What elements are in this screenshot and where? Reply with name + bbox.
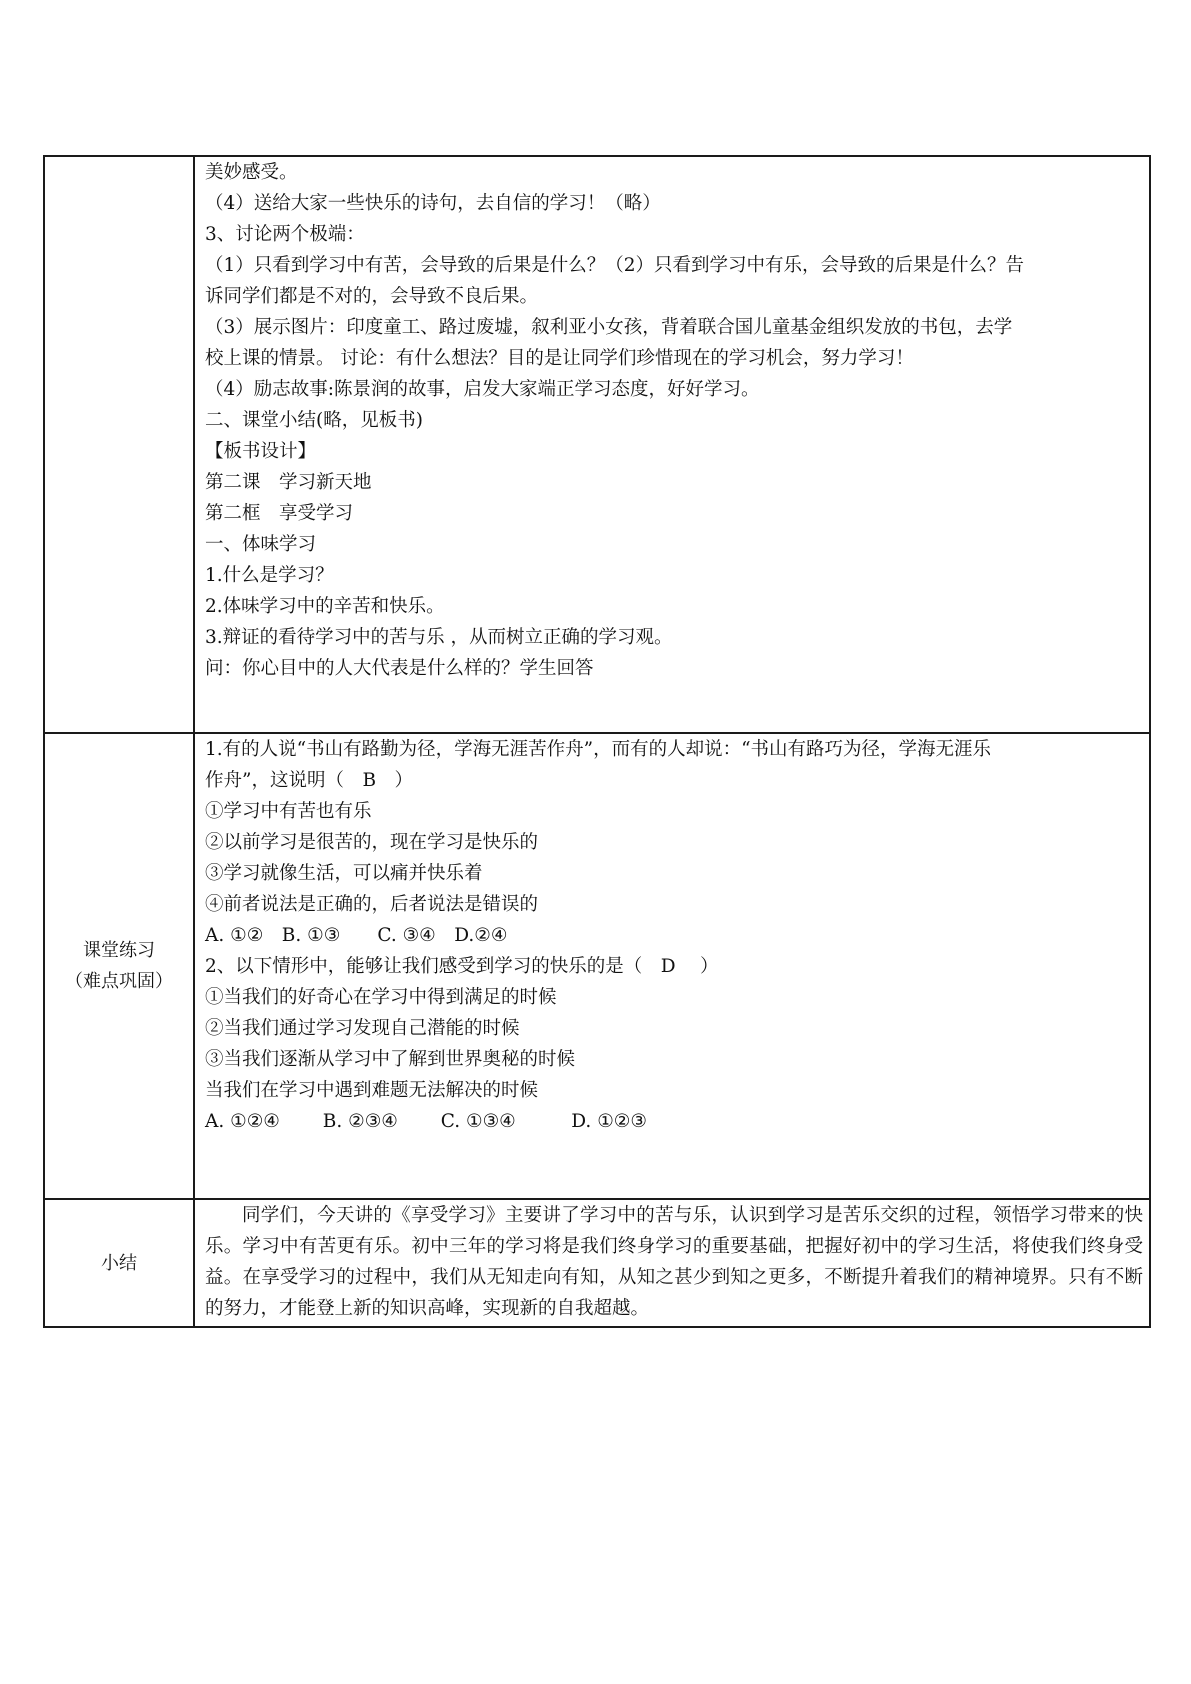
question-line: 2、以下情形中，能够让我们感受到学习的快乐的是（ D ）: [205, 956, 719, 977]
choices-line: A. ①② B. ①③ C. ③④ D.②④: [205, 925, 508, 946]
exercise-label: 课堂练习: [83, 940, 155, 961]
text-line: （3）展示图片：印度童工、路过废墟，叙利亚小女孩，背着联合国儿童基金组织发放的书包，去学: [205, 317, 1013, 338]
exercise-content-cell: [194, 733, 1150, 1199]
text-line: 诉同学们都是不对的，会导致不良后果。: [205, 286, 539, 307]
exercise-sublabel: （难点巩固）: [65, 971, 173, 992]
option-line: ③学习就像生活，可以痛并快乐着: [205, 863, 483, 884]
text-line: 第二框 享受学习: [205, 503, 354, 524]
summary-label-cell: [44, 1199, 194, 1327]
question-line: 作舟”，这说明（ B ）: [205, 770, 414, 791]
summary-paragraph: 同学们，今天讲的《享受学习》主要讲了学习中的苦与乐，认识到学习是苦乐交织的过程，领悟学习带来的快乐。学习中有苦更有乐。初中三年的学习将是我们终身学习的重要基础，把握好初中的学习生活，将使我们终身受益。在享受学习的过程中，我们从无知走向有知，从知之甚少到知之更多，不断提升着我们的精神境界。只有不断的努力，才能登上新的知识高峰，实现新的自我超越。: [205, 1205, 1143, 1319]
table-row: [44, 733, 1150, 1199]
table-row: [44, 1199, 1150, 1327]
lesson-plan-table: [43, 155, 1151, 1328]
option-line: ①学习中有苦也有乐: [205, 801, 372, 822]
exercise-label-cell: [44, 733, 194, 1199]
option-line: ①当我们的好奇心在学习中得到满足的时候: [205, 987, 557, 1008]
table-row: [44, 156, 1150, 733]
text-line: （1）只看到学习中有苦，会导致的后果是什么？（2）只看到学习中有乐，会导致的后果是什么？告: [205, 255, 1025, 276]
board-design-heading: 【板书设计】: [205, 441, 317, 462]
text-line: 美妙感受。: [205, 162, 298, 183]
text-line: 3、讨论两个极端：: [205, 224, 365, 245]
text-line: 1.什么是学习？: [205, 565, 334, 586]
text-line: 第二课 学习新天地: [205, 472, 372, 493]
activity-content-cell: [194, 156, 1150, 733]
choices-line: A. ①②④ B. ②③④ C. ①③④ D. ①②③: [205, 1111, 647, 1132]
text-line: （4）励志故事:陈景润的故事，启发大家端正学习态度，好好学习。: [205, 379, 760, 400]
text-line: 二、课堂小结(略，见板书): [205, 410, 423, 431]
summary-label: 小结: [101, 1252, 137, 1274]
option-line: ④前者说法是正确的，后者说法是错误的: [205, 894, 539, 915]
option-line: 当我们在学习中遇到难题无法解决的时候: [205, 1080, 539, 1101]
question-line: 1.有的人说“书山有路勤为径，学海无涯苦作舟”，而有的人却说：“书山有路巧为径，学海无涯乐: [205, 739, 992, 760]
option-line: ③当我们逐渐从学习中了解到世界奥秘的时候: [205, 1049, 576, 1070]
text-line: 2.体味学习中的辛苦和快乐。: [205, 596, 445, 617]
empty-label-cell: [44, 156, 194, 733]
option-line: ②以前学习是很苦的，现在学习是快乐的: [205, 832, 539, 853]
text-line: 一、体味学习: [205, 534, 317, 555]
text-line: （4）送给大家一些快乐的诗句，去自信的学习！（略）: [205, 193, 661, 214]
text-line: 3.辩证的看待学习中的苦与乐 ，从而树立正确的学习观。: [205, 627, 673, 648]
text-line: 问：你心目中的人大代表是什么样的？学生回答: [205, 658, 594, 679]
option-line: ②当我们通过学习发现自己潜能的时候: [205, 1018, 520, 1039]
text-line: 校上课的情景。 讨论：有什么想法？目的是让同学们珍惜现在的学习机会，努力学习！: [205, 348, 914, 369]
summary-content-cell: [194, 1199, 1150, 1327]
